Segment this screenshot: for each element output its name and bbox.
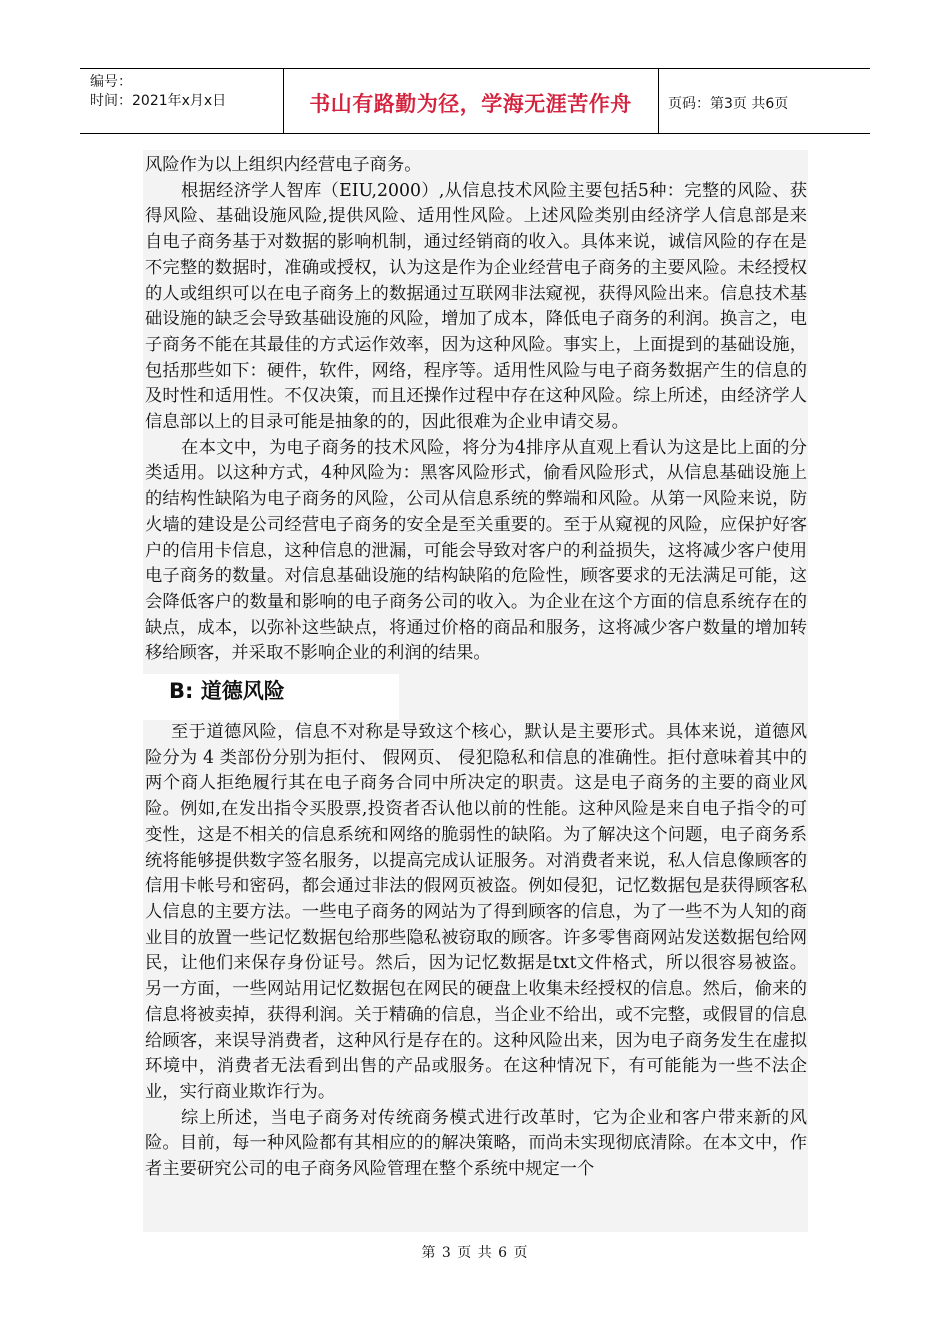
paragraph-1: 风险作为以上组织内经营电子商务。 (145, 155, 422, 175)
header-page-info: 页码：第3页 共6页 (668, 96, 789, 112)
paragraph-4: 至于道德风险，信息不对称是导致这个核心，默认是主要形式。具体来说，道德风险分为 4 类部份分别为拒付、 假网页、 侵犯隐私和信息的准确性。拒付意味着其中的两个商人拒绝履行其在电子商务合同中所决定的职责。这是电子商务的主要的商业风险。例如,在发出指令买股票,投资者否认他以前的性能。这种风险是来自电子指令的可变性，这是不相关的信息系统和网络的脆弱性的缺陷。为了解决这个问题，电子商务系统将能够提供数字签名服务，以提高完成认证服务。对消费者来说，私人信息像顾客的信用卡帐号和密码，都会通过非法的假网页被盗。例如侵犯，记忆数据包是获得顾客私人信息的主要方法。一些电子商务的网站为了得到顾客的信息，为了一些不为人知的商业目的放置一些记忆数据包给那些隐私被窃取的顾客。许多零售商网站发送数据包给网民，让他们来保存身份证号。然后，因为记忆数据是txt文件格式，所以很容易被盗。另一方面，一些网站用记忆数据包在网民的硬盘上收集未经授权的信息。然后，偷来的信息将被卖掉，获得利润。关于精确的信息，当企业不给出，或不完整，或假冒的信息给顾客，来误导消费者，这种风行是存在的。这种风险出来，因为电子商务发生在虚拟环境中，消费者无法看到出售的产品或服务。在这种情况下，有可能能为一些不法企业，实行商业欺诈行为。 (145, 722, 807, 1102)
paragraph-5: 综上所述，当电子商务对传统商务模式进行改革时，它为企业和客户带来新的风险。目前，每一种风险都有其相应的的解决策略，而尚未实现彻底清除。在本文中，作者主要研究公司的电子商务风险管理在整个系统中规定一个 (145, 1107, 807, 1180)
header-motto: 书山有路勤为径，学海无涯苦作舟 (309, 92, 632, 116)
serial-number-label: 编号： (90, 74, 132, 90)
header-meta (90, 73, 226, 111)
paragraph-3: 在本文中，为电子商务的技术风险，将分为4排序从直观上看认为这是比上面的分类适用。以这种方式，4种风险为：黑客风险形式，偷看风险形式，从信息基础设施上的结构性缺陷为电子商务的风险，公司从信息系统的弊端和风险。从第一风险来说，防火墙的建设是公司经营电子商务的安全是至关重要的。至于从窥视的风险，应保护好客户的信用卡信息，这种信息的泄漏，可能会导致对客户的利益损失，这将减少客户使用电子商务的数量。对信息基础设施的结构缺陷的危险性，顾客要求的无法满足可能，这会降低客户的数量和影响的电子商务公司的收入。为企业在这个方面的信息系统存在的缺点，成本，以弥补这些缺点，将通过价格的商品和服务，这将减少客户数量的增加转移给顾客，并采取不影响企业的利润的结果。 (145, 437, 807, 664)
date-line: 时间：2021年x月x日 (90, 93, 227, 109)
page-footer: 第 3 页 共 6 页 (421, 1245, 529, 1261)
section-heading-b: B: 道德风险 (143, 674, 399, 720)
header-divider-right (658, 69, 659, 133)
paragraph-2: 根据经济学人智库（EIU,2000）,从信息技术风险主要包括5种：完整的风险、获得风险、基础设施风险,提供风险、适用性风险。上述风险类别由经济学人信息部是来自电子商务基于对数据的影响机制，通过经销商的收入。具体来说，诚信风险的存在是不完整的数据时，准确或授权，认为这是作为企业经营电子商务的主要风险。未经授权的人或组织可以在电子商务上的数据通过互联网非法窥视，获得风险出来。信息技术基础设施的缺乏会导致基础设施的风险，增加了成本，降低电子商务的利润。换言之，电子商务不能在其最佳的方式运作效率，因为这种风险。事实上，上面提到的基础设施，包括那些如下：硬件，软件，网络，程序等。适用性风险与电子商务数据产生的信息的及时性和适用性。不仅决策，而且还操作过程中存在这种风险。综上所述，由经济学人信息部以上的目录可能是抽象的的，因此很难为企业申请交易。 (145, 180, 807, 433)
page-header (80, 68, 870, 134)
document-body (145, 153, 807, 1183)
